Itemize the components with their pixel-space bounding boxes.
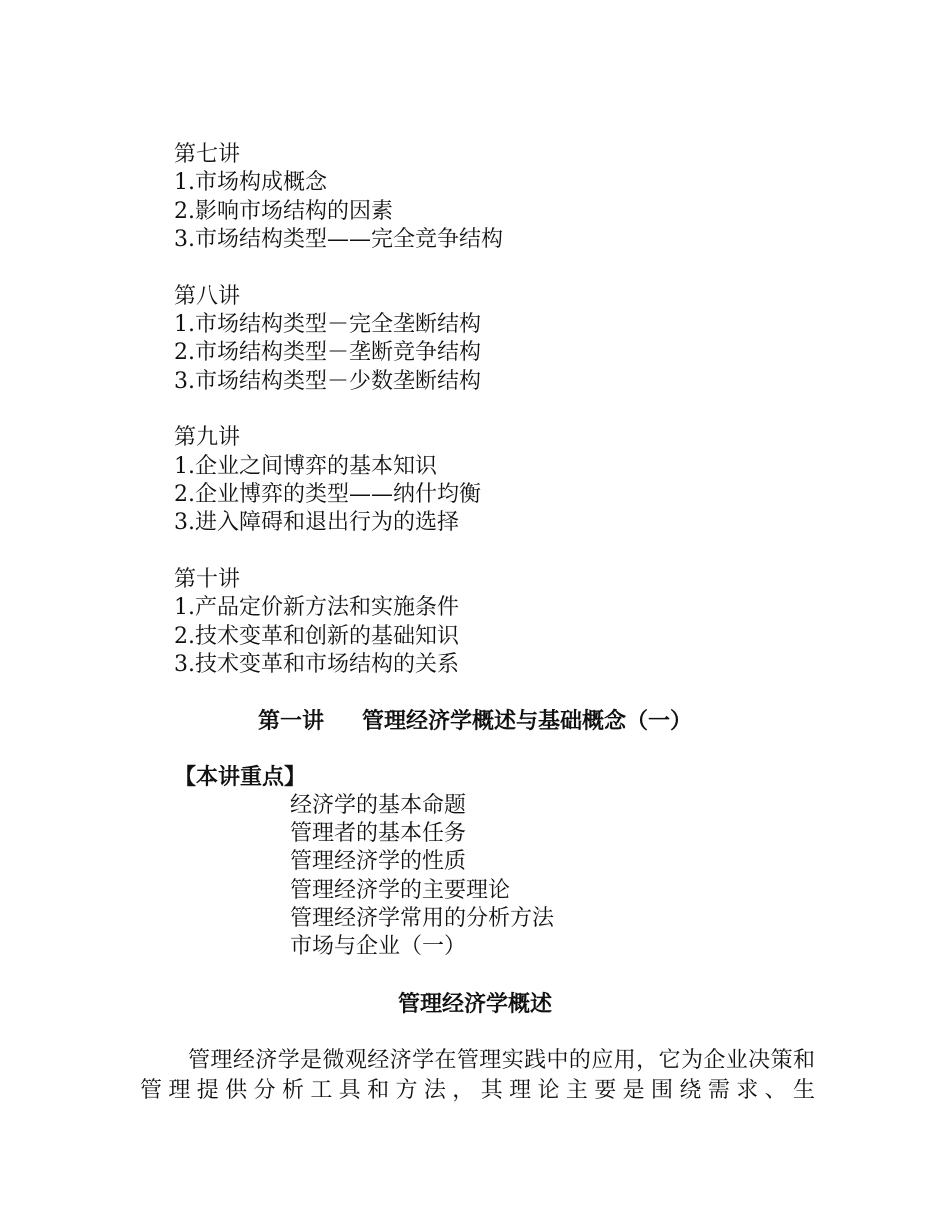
- section-item: 2.企业博弈的类型——纳什均衡: [174, 482, 481, 508]
- key-point-item: 管理者的基本任务: [290, 821, 467, 847]
- outline-section: [174, 566, 774, 680]
- key-points-list: [290, 792, 554, 961]
- lecture-heading: [0, 707, 950, 737]
- key-point-item: 管理经济学的主要理论: [290, 877, 511, 903]
- overview-paragraph: 管理经济学是微观经济学在管理实践中的应用，它为企业决策和管理提供分析工具和方法，其理论主要是围绕需求、生: [140, 1048, 815, 1103]
- section-item: 3.技术变革和市场结构的关系: [174, 652, 459, 678]
- key-points-heading: 【本讲重点】: [174, 765, 307, 790]
- section-item: 2.市场结构类型－垄断竞争结构: [174, 340, 481, 366]
- section-title: 第九讲: [174, 425, 241, 451]
- overview-title: 管理经济学概述: [397, 992, 552, 1017]
- key-point-item: 管理经济学常用的分析方法: [290, 905, 555, 931]
- section-item: 1.市场构成概念: [174, 170, 327, 196]
- section-item: 1.市场结构类型－完全垄断结构: [174, 312, 481, 338]
- section-item: 3.市场结构类型——完全竞争结构: [174, 227, 503, 253]
- outline-section: [174, 141, 774, 255]
- section-title: 第七讲: [174, 142, 241, 167]
- lecture-title: 管理经济学概述与基础概念（一）: [362, 709, 693, 734]
- section-item: 1.产品定价新方法和实施条件: [174, 595, 459, 621]
- key-point-item: 市场与企业（一）: [290, 934, 467, 960]
- key-point-item: 管理经济学的性质: [290, 849, 467, 875]
- section-item: 3.市场结构类型－少数垄断结构: [174, 368, 481, 394]
- section-title: 第八讲: [174, 283, 241, 309]
- lecture-number: 第一讲: [257, 709, 324, 734]
- outline-section: [174, 424, 774, 538]
- section-title: 第十讲: [174, 566, 241, 592]
- section-item: 2.技术变革和创新的基础知识: [174, 623, 459, 649]
- section-item: 2.影响市场结构的因素: [174, 198, 393, 224]
- section-item: 1.企业之间博弈的基本知识: [174, 453, 437, 479]
- key-point-item: 经济学的基本命题: [290, 793, 467, 818]
- lecture-outline: [174, 141, 774, 708]
- section-item: 3.进入障碍和退出行为的选择: [174, 510, 459, 536]
- outline-section: [174, 283, 774, 397]
